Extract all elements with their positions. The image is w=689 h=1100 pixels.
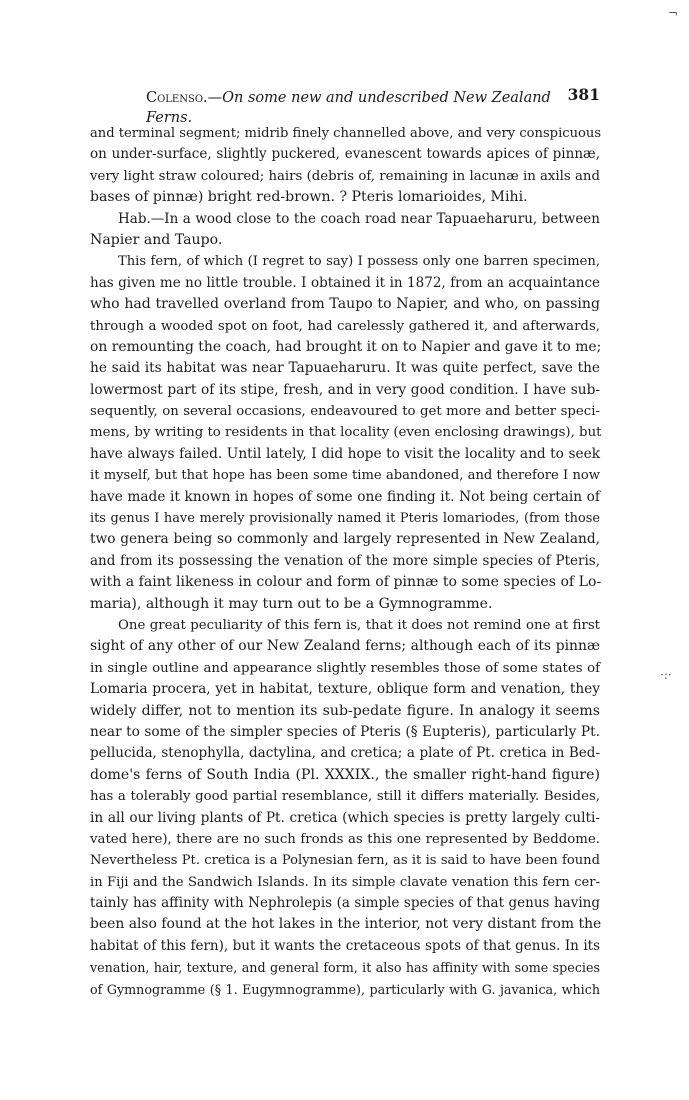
text-line: very light straw coloured; hairs (debris of, remaining in lacunæ in axils and <box>90 168 600 184</box>
text-line: maria), although it may turn out to be a Gymnogramme. <box>90 595 493 612</box>
text-line: dome's ferns of South India (Pl. XXXIX., the smaller right-hand figure) <box>90 766 600 783</box>
text-line: Lomaria procera, yet in habitat, texture, oblique form and venation, they <box>90 681 600 698</box>
running-head <box>90 85 600 126</box>
text-line: Nevertheless Pt. cretica is a Polynesian fern, as it is said to have been found <box>90 853 600 869</box>
text-line: sequently, on several occasions, endeavoured to get more and better speci- <box>90 404 600 420</box>
text-line: sight of any other of our New Zealand ferns; although each of its pinnæ <box>90 638 600 655</box>
text-line: who had travelled overland from Taupo to Napier, and who, on passing <box>90 296 600 313</box>
text-line: on remounting the coach, had brought it on to Napier and gave it to me; <box>90 338 602 355</box>
text-line: in all our living plants of Pt. cretica (which species is pretty largely culti- <box>90 809 600 826</box>
text-line: have always failed. Until lately, I did hope to visit the locality and to seek <box>90 445 600 462</box>
separator-dash: — <box>207 90 223 106</box>
text-line: been also found at the hot lakes in the interior, not very distant from the <box>90 916 602 933</box>
text-line: has given me no little trouble. I obtained it in 1872, from an acquaintance <box>90 274 600 291</box>
text-line: This fern, of which (I regret to say) I possess only one barren specimen, <box>118 254 600 270</box>
text-line: and terminal segment; midrib finely channelled above, and very conspicuous <box>90 126 602 141</box>
text-line: Hab.—In a wood close to the coach road near Tapuaeharuru, between <box>118 210 600 227</box>
scan-mark-icon: ¬ <box>668 6 679 20</box>
text-line: two genera being so commonly and largely represented in New Zealand, <box>90 531 600 548</box>
text-line: venation, hair, texture, and general form, it also has affinity with some species <box>90 960 600 976</box>
text-line: vated here), there are no such fronds as this one represented by Beddome. <box>90 831 600 847</box>
text-line: its genus I have merely provisionally named it Pteris lomariodes, (from those <box>90 511 600 527</box>
text-line: near to some of the simpler species of Pteris (§ Eupteris), particularly Pt. <box>90 723 600 740</box>
text-line: on under-surface, slightly puckered, evanescent towards apices of pinnæ, <box>90 146 600 163</box>
text-line: One great peculiarity of this fern is, that it does not remind one at first <box>118 617 600 633</box>
text-line: in single outline and appearance slightly resembles those of some states of <box>90 660 600 676</box>
text-line: have made it known in hopes of some one finding it. Not being certain of <box>90 488 600 505</box>
text-line: lowermost part of its stipe, fresh, and in very good condition. I have sub- <box>90 381 600 398</box>
text-line: widely differ, not to mention its sub-pedate figure. In analogy it seems <box>90 702 600 719</box>
text-line: it myself, but that hope has been some time abandoned, and therefore I now <box>90 468 600 484</box>
text-line: tainly has affinity with Nephrolepis (a simple species of that genus having <box>90 895 600 912</box>
running-head-title <box>146 88 600 128</box>
text-line: mens, by writing to residents in that locality (even enclosing drawings), but <box>90 425 602 441</box>
text-line: through a wooded spot on foot, had carelessly gathered it, and afterwards, <box>90 318 600 334</box>
text-line: he said its habitat was near Tapuaeharuru. It was quite perfect, save the <box>90 360 600 377</box>
article-title: On some new and undescribed New Zealand Ferns. <box>146 90 551 126</box>
text-line: and from its possessing the venation of the more simple species of Pteris, <box>90 552 600 569</box>
text-line: pellucida, stenophylla, dactylina, and cretica; a plate of Pt. cretica in Bed- <box>90 745 600 762</box>
author-name: Colenso. <box>146 90 208 106</box>
text-line: has a tolerably good partial resemblance, still it differs materially. Besides, <box>90 789 600 805</box>
text-line: with a faint likeness in colour and form of pinnæ to some species of Lo- <box>90 574 602 591</box>
page-number: 381 <box>567 85 600 104</box>
scan-mark-icon: ·:· <box>660 668 672 682</box>
text-line: Napier and Taupo. <box>90 231 223 248</box>
text-line: bases of pinnæ) bright red-brown. ? Pteris lomarioides, Mihi. <box>90 189 528 206</box>
body-text <box>90 123 600 1000</box>
text-line: of Gymnogramme (§ 1. Eugymnogramme), particularly with G. javanica, which <box>90 981 600 997</box>
text-line: in Fiji and the Sandwich Islands. In its simple clavate venation this fern cer- <box>90 874 600 890</box>
text-line: habitat of this fern), but it wants the cretaceous spots of that genus. In its <box>90 937 600 954</box>
